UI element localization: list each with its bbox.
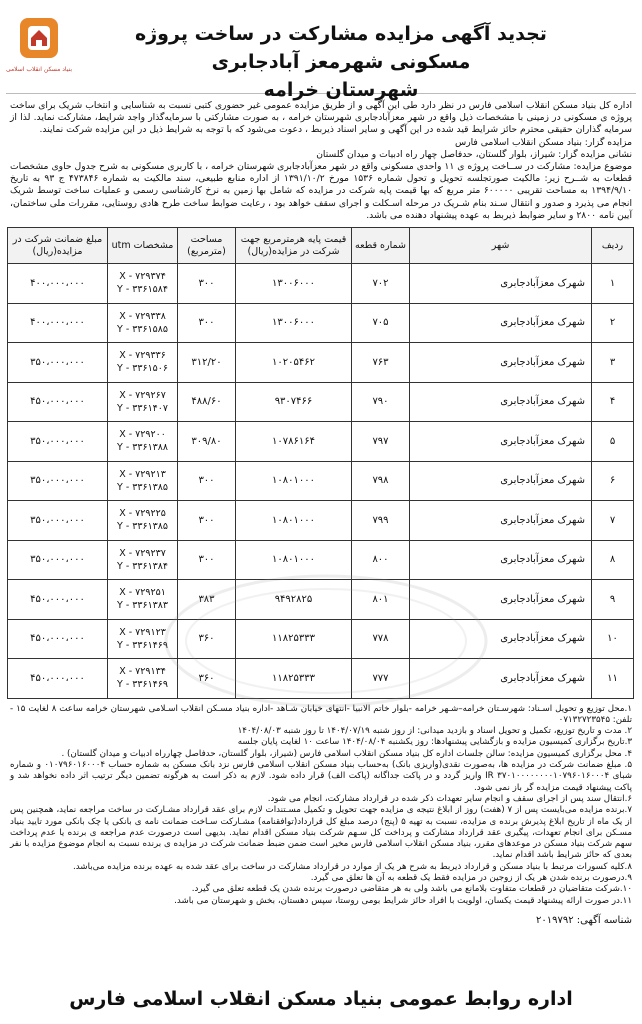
table-row	[8, 303, 634, 343]
utm-y: Y - ۳۳۶۱۳۸۵	[117, 481, 168, 493]
cell-guarantee: ۴۵۰،۰۰۰،۰۰۰	[8, 619, 108, 659]
cell-guarantee: ۳۵۰،۰۰۰،۰۰۰	[8, 422, 108, 462]
utm-x: X - ۷۲۹۲۶۷	[119, 389, 166, 401]
utm-y: Y - ۳۳۶۱۳۸۸	[117, 442, 168, 454]
header-guarantee: مبلغ ضمانت شرکت در مزایده(ریال)	[8, 228, 108, 264]
cell-parcel: ۷۷۸	[352, 619, 410, 659]
cell-guarantee: ۳۵۰،۰۰۰،۰۰۰	[8, 343, 108, 383]
cell-area: ۴۸۸/۶۰	[178, 382, 236, 422]
cell-price: ۱۰۲۰۵۴۶۲	[236, 343, 352, 383]
notice-header	[5, 6, 636, 101]
utm-x: X - ۷۲۹۳۷۴	[119, 271, 166, 283]
cell-guarantee: ۳۵۰،۰۰۰،۰۰۰	[8, 501, 108, 541]
cell-price: ۱۰۸۰۱۰۰۰	[236, 501, 352, 541]
cell-row-number: ۱۱	[592, 659, 634, 699]
intro-paragraph: اداره کل بنیاد مسکن انقلاب اسلامی فارس در نظر دارد طی این آگهی و از طریق مزایده عمومی غیر حضوری کتبی نسبت به شناسایی و انتخاب شریک برای ساخت پروژه ی مسکونی در زمینی با مشخصات ذیل واقع در شهر معزآبادجابری شهرستان خرامه ، به صورت مشارکتی با سرمایه‌گذار واجد شرایط، مشارکت نماید. لذا از سرمایه گذاران حقیقی محترم حائز شرایط قید شده در این آگهی و سایر اسناد ذیربط ، دعوت می‌شود که با توجه به شرایط ذیل در این مزایده شرکت نمایند.	[10, 100, 632, 136]
header-parcel: شماره قطعه	[352, 228, 410, 264]
utm-y: Y - ۳۳۶۱۴۶۹	[117, 639, 168, 651]
cell-row-number: ۷	[592, 501, 634, 541]
cell-parcel: ۷۷۷	[352, 659, 410, 699]
cell-area: ۳۰۹/۸۰	[178, 422, 236, 462]
cell-parcel: ۷۹۸	[352, 461, 410, 501]
cell-row-number: ۱۰	[592, 619, 634, 659]
housing-foundation-logo	[5, 16, 73, 82]
table-row	[8, 580, 634, 620]
cell-utm	[108, 382, 178, 422]
utm-y: Y - ۳۳۶۱۳۸۴	[117, 560, 168, 572]
cell-area: ۳۰۰	[178, 540, 236, 580]
cell-city: شهرک معزآبادجابری	[410, 264, 592, 304]
cell-row-number: ۹	[592, 580, 634, 620]
cell-row-number: ۶	[592, 461, 634, 501]
utm-x: X - ۷۲۹۲۳۷	[119, 547, 166, 559]
utm-y: Y - ۳۳۶۱۴۰۷	[117, 402, 168, 414]
header-row-number: ردیف	[592, 228, 634, 264]
cell-guarantee: ۴۵۰،۰۰۰،۰۰۰	[8, 580, 108, 620]
cell-area: ۳۰۰	[178, 501, 236, 541]
term-item: ۱۰.شرکت متقاضیان در قطعات متفاوت بلامانع می باشد ولی به هر متقاضی درصورت برنده شدن یک قطعه تعلق می گیرد.	[191, 884, 632, 895]
utm-x: X - ۷۲۹۳۳۸	[119, 310, 166, 322]
auction-subject: موضوع مزایده: مشارکت در ســاخت پروژه ی ۱۱ واحدی مسکونی واقع در شهر معزآبادجابری شهرستان خرامه ، با کاربری مسکونی به شرح جدول حاوی مشخصات قطعات به شــرح زیر: مالکیت صورتجلسه تحویل و تحول شماره ۱۵۳۶ مورخ ۱۳۹۱/۱۰/۲ از اداره منابع طبیعی، سند مالکیت به شماره ۴۷۳۸۴۶ ج ۹۳ به تاریخ ۱۳۹۴/۹/۱۰ به مساحت تقریبی ۶۰۰۰۰۰ متر مربع که بها قیمت پایه شرکت در مزایده که شامل بها زمین به نرخ کارشناسی رسمی و عملیات ساخت توسط شریک انجام می پذیرد و صدور و انتقال سـند بنام شـریک در مرحله اسـکلت و اجرای سقف خواهد بود ، رعایت ضوابط ساخت طرح هادی روستایی، مقررات ملی ساختمان، آیین نامه ۲۸۰۰ و سایر ضوابط ذیربط به عهده پیشنهاد دهنده می باشد.	[10, 161, 632, 221]
table-row	[8, 540, 634, 580]
term-item: ۷.برنده مزایده می‌بایست پس از ۷ (هفت) روز از ابلاغ نتیجه ی مزایده جهت تحویل و تکمیل مسـتندات لازم برای عقد قرارداد مشـارکت در ساخت مراجعه نماید، همچنین پس از یک ماه از تاریخ ابلاغ پذیرش برنده ی مزایده، نسبت به تهیه ۵ (پنج) درصد مبلغ کل قرارداد(توافقنامه) مشـارکت سـاخت ضمانت نامه ی بانکی یا چک بانکی مورد تایید بنیاد مسـکن برای انجام تعهدات، پیگیری عقد قرارداد مشارکت و پرداخت کل سـهم شرکت بنیاد مسکن اقدام نماید. بدیهی است درصورت عدم مراجعه ی برنده یا عدم پرداخت سهم شرکت بنیاد مسکن در موعدهای مقرر، بنیاد مسکن انقلاب اسلامی فارس مخیر است ضمن ضبط ضمانت شرکت در مزایده ی برنده نسبت به انجام موضوع مزایده با نفر بعدی که حائز شرایط باشد اقدام نماید.	[10, 805, 632, 861]
cell-utm	[108, 540, 178, 580]
table-row	[8, 422, 634, 462]
cell-price: ۱۱۸۲۵۳۳۳	[236, 619, 352, 659]
cell-row-number: ۳	[592, 343, 634, 383]
table-row	[8, 264, 634, 304]
cell-city: شهرک معزآبادجابری	[410, 501, 592, 541]
title-line-2: شهرستان خرامه	[263, 79, 419, 101]
cell-guarantee: ۴۵۰،۰۰۰،۰۰۰	[8, 659, 108, 699]
cell-utm	[108, 303, 178, 343]
table-header-row	[8, 228, 634, 264]
parcels-table	[7, 227, 634, 699]
cell-area: ۳۶۰	[178, 619, 236, 659]
cell-parcel: ۸۰۰	[352, 540, 410, 580]
cell-price: ۱۳۰۰۶۰۰۰	[236, 264, 352, 304]
utm-y: Y - ۳۳۶۱۳۸۳	[117, 600, 168, 612]
cell-city: شهرک معزآبادجابری	[410, 422, 592, 462]
cell-row-number: ۲	[592, 303, 634, 343]
header-price: قیمت پایه هرمترمربع جهت شرکت در مزایده(ریال)	[236, 228, 352, 264]
cell-city: شهرک معزآبادجابری	[410, 659, 592, 699]
utm-y: Y - ۳۳۶۱۵۸۴	[117, 284, 168, 296]
cell-city: شهرک معزآبادجابری	[410, 382, 592, 422]
cell-city: شهرک معزآبادجابری	[410, 461, 592, 501]
table-row	[8, 501, 634, 541]
cell-area: ۳۶۰	[178, 659, 236, 699]
header-utm: مشخصات utm	[108, 228, 178, 264]
term-item: ۱.محل توزیع و تحویل اسـناد: شهرسـتان خرامه–شـهر خرامه -بلوار خاتم الانبیا -انتهای خیابان شـاهد -اداره بنیاد مسـکن انقلاب اسـلامی شهرستان خرامه ساعت ۸ لغایت ۱۵ - تلفن: ۰۷۱۳۲۷۲۳۵۴۵	[10, 703, 632, 725]
utm-y: Y - ۳۳۶۱۵۸۵	[117, 323, 168, 335]
cell-city: شهرک معزآبادجابری	[410, 343, 592, 383]
utm-x: X - ۷۲۹۲۵۱	[119, 587, 166, 599]
cell-row-number: ۱	[592, 264, 634, 304]
term-item: ۵. مبلغ ضمانت شرکت در مزایده ها، به‌صورت نقدی(واریزی بانک) به‌حساب بنیاد مسکن انقلاب اسلامی فارس نزد بانک مسکن به شماره حساب ۰۱۰۷۹۶۰۱۶۰۰۰۴ و شماره شبای IR ۳۷۰۱۰۰۰۰۰۰۰۰۱۰۷۹۶۰۱۶۰۰۰۴ واریز گردد و در پاکت جداگانه (پاکت الف) قرار داده شود. لازم به ذکر است به هرگونه تضمین دیگر ترتیب اثر داده نخواهد شد و پاکت پیشنهاد قیمت مزایده گر باز نمی شود.	[10, 760, 632, 793]
cell-price: ۱۰۸۰۱۰۰۰	[236, 540, 352, 580]
cell-parcel: ۷۹۷	[352, 422, 410, 462]
cell-parcel: ۷۶۳	[352, 343, 410, 383]
cell-price: ۹۴۹۲۸۲۵	[236, 580, 352, 620]
cell-utm	[108, 343, 178, 383]
cell-parcel: ۷۹۹	[352, 501, 410, 541]
cell-price: ۹۳۰۷۴۶۶	[236, 382, 352, 422]
term-item: ۳.تاریخ برگزاری کمیسیون مزایده و بازگشایی پیشنهادها: روز یکشنبه ۱۴۰۴/۰۸/۰۴ ساعت ۱۰ لغایت پایان جلسه	[237, 737, 632, 748]
term-item: ۱۱.در صورت ارائه پیشنهاد قیمت یکسان، اولویت با افراد حائز شرایط بومی روستا، سپس دهستان، بخش و شهرستان می باشد.	[174, 895, 632, 906]
utm-x: X - ۷۲۹۲۲۵	[119, 508, 166, 520]
cell-guarantee: ۳۵۰،۰۰۰،۰۰۰	[8, 540, 108, 580]
page-title	[106, 20, 576, 104]
cell-area: ۳۰۰	[178, 264, 236, 304]
table-body	[8, 264, 634, 699]
cell-guarantee: ۳۵۰،۰۰۰،۰۰۰	[8, 461, 108, 501]
cell-utm	[108, 619, 178, 659]
cell-city: شهرک معزآبادجابری	[410, 540, 592, 580]
cell-guarantee: ۴۵۰،۰۰۰،۰۰۰	[8, 382, 108, 422]
auctioneer-line: مزایده گزار: بنیاد مسکن انقلاب اسلامی فارس	[454, 136, 632, 148]
cell-city: شهرک معزآبادجابری	[410, 580, 592, 620]
intro-section	[6, 94, 636, 224]
cell-row-number: ۴	[592, 382, 634, 422]
housing-foundation-logo-icon	[17, 16, 61, 64]
cell-parcel: ۷۰۵	[352, 303, 410, 343]
table-row	[8, 461, 634, 501]
cell-city: شهرک معزآبادجابری	[410, 619, 592, 659]
notice-page	[6, 6, 636, 1018]
cell-area: ۳۰۰	[178, 461, 236, 501]
cell-utm	[108, 580, 178, 620]
cell-area: ۳۰۰	[178, 303, 236, 343]
table-row	[8, 382, 634, 422]
cell-utm	[108, 501, 178, 541]
header-city: شهر	[410, 228, 592, 264]
cell-utm	[108, 461, 178, 501]
cell-guarantee: ۴۰۰،۰۰۰،۰۰۰	[8, 303, 108, 343]
cell-guarantee: ۴۰۰،۰۰۰،۰۰۰	[8, 264, 108, 304]
terms-section	[6, 699, 636, 907]
table-row	[8, 619, 634, 659]
cell-price: ۱۱۸۲۵۳۳۳	[236, 659, 352, 699]
term-item: ۹.درصورت برنده شدن هر یک از زوجین در مزایده فقط یک قطعه به آن ها تعلق می گیرد.	[310, 872, 632, 883]
utm-x: X - ۷۲۹۱۳۴	[119, 666, 166, 678]
footer-signature: اداره روابط عمومی بنیاد مسکن انقلاب اسلامی فارس	[69, 988, 573, 1010]
cell-utm	[108, 422, 178, 462]
table-row	[8, 343, 634, 383]
cell-price: ۱۰۸۰۱۰۰۰	[236, 461, 352, 501]
utm-x: X - ۷۲۹۱۲۳	[119, 626, 166, 638]
utm-x: X - ۷۲۹۲۱۳	[119, 468, 166, 480]
cell-price: ۱۳۰۰۶۰۰۰	[236, 303, 352, 343]
utm-x: X - ۷۲۹۲۰۰	[119, 429, 166, 441]
term-item: ۶.انتقال سند پس از اجرای سقف و انجام سایر تعهدات ذکر شده در قرارداد مشارکت، انجام می شود.	[267, 793, 632, 804]
auctioneer-address: نشانی مزایده گزار: شیراز، بلوار گلستان، حدفاصل چهار راه ادبیات و میدان گلستان	[316, 148, 632, 160]
cell-parcel: ۷۰۲	[352, 264, 410, 304]
header-area: مساحت (مترمربع)	[178, 228, 236, 264]
utm-y: Y - ۳۳۶۱۵۰۶	[117, 363, 168, 375]
cell-price: ۱۰۷۸۶۱۶۴	[236, 422, 352, 462]
logo-caption: بنیاد مسکن انقلاب اسلامی	[5, 66, 73, 73]
cell-row-number: ۸	[592, 540, 634, 580]
cell-area: ۳۱۲/۲۰	[178, 343, 236, 383]
cell-parcel: ۷۹۰	[352, 382, 410, 422]
term-item: ۸.کلیه کسورات مرتبط با بنیاد مسکن و قرارداد ذیربط به شرح هر یک از موارد در قرارداد مشارکت در ساخت برای عقد شده به عهده برنده مزایده می‌باشد.	[72, 861, 632, 872]
term-item: ۴. محل برگزاری کمیسیون مزایده: سالن جلسات اداره کل بنیاد مسکن انقلاب اسلامی فارس (شیراز، بلوار گلستان، حدفاصل چهارراه ادبیات و میدان گلستان) .	[61, 748, 632, 759]
table-row	[8, 659, 634, 699]
notice-id: شناسه آگهی: ۲۰۱۹۷۹۲	[535, 914, 632, 926]
cell-utm	[108, 264, 178, 304]
cell-parcel: ۸۰۱	[352, 580, 410, 620]
cell-utm	[108, 659, 178, 699]
cell-city: شهرک معزآبادجابری	[410, 303, 592, 343]
utm-x: X - ۷۲۹۳۳۶	[119, 350, 166, 362]
utm-y: Y - ۳۳۶۱۴۶۹	[117, 679, 168, 691]
cell-row-number: ۵	[592, 422, 634, 462]
utm-y: Y - ۳۳۶۱۳۸۵	[117, 521, 168, 533]
title-line-1: تجدید آگهی مزایده مشارکت در ساخت پروژه مسکونی شهرمعز آبادجابری	[135, 23, 547, 73]
term-item: ۲. مدت و تاریخ توزیع، تکمیل و تحویل اسناد و بازدید میدانی: از روز شنبه ۱۴۰۴/۰۷/۱۹ تا روز شنبه ۱۴۰۴/۰۸/۰۳	[237, 726, 632, 737]
cell-area: ۳۸۳	[178, 580, 236, 620]
